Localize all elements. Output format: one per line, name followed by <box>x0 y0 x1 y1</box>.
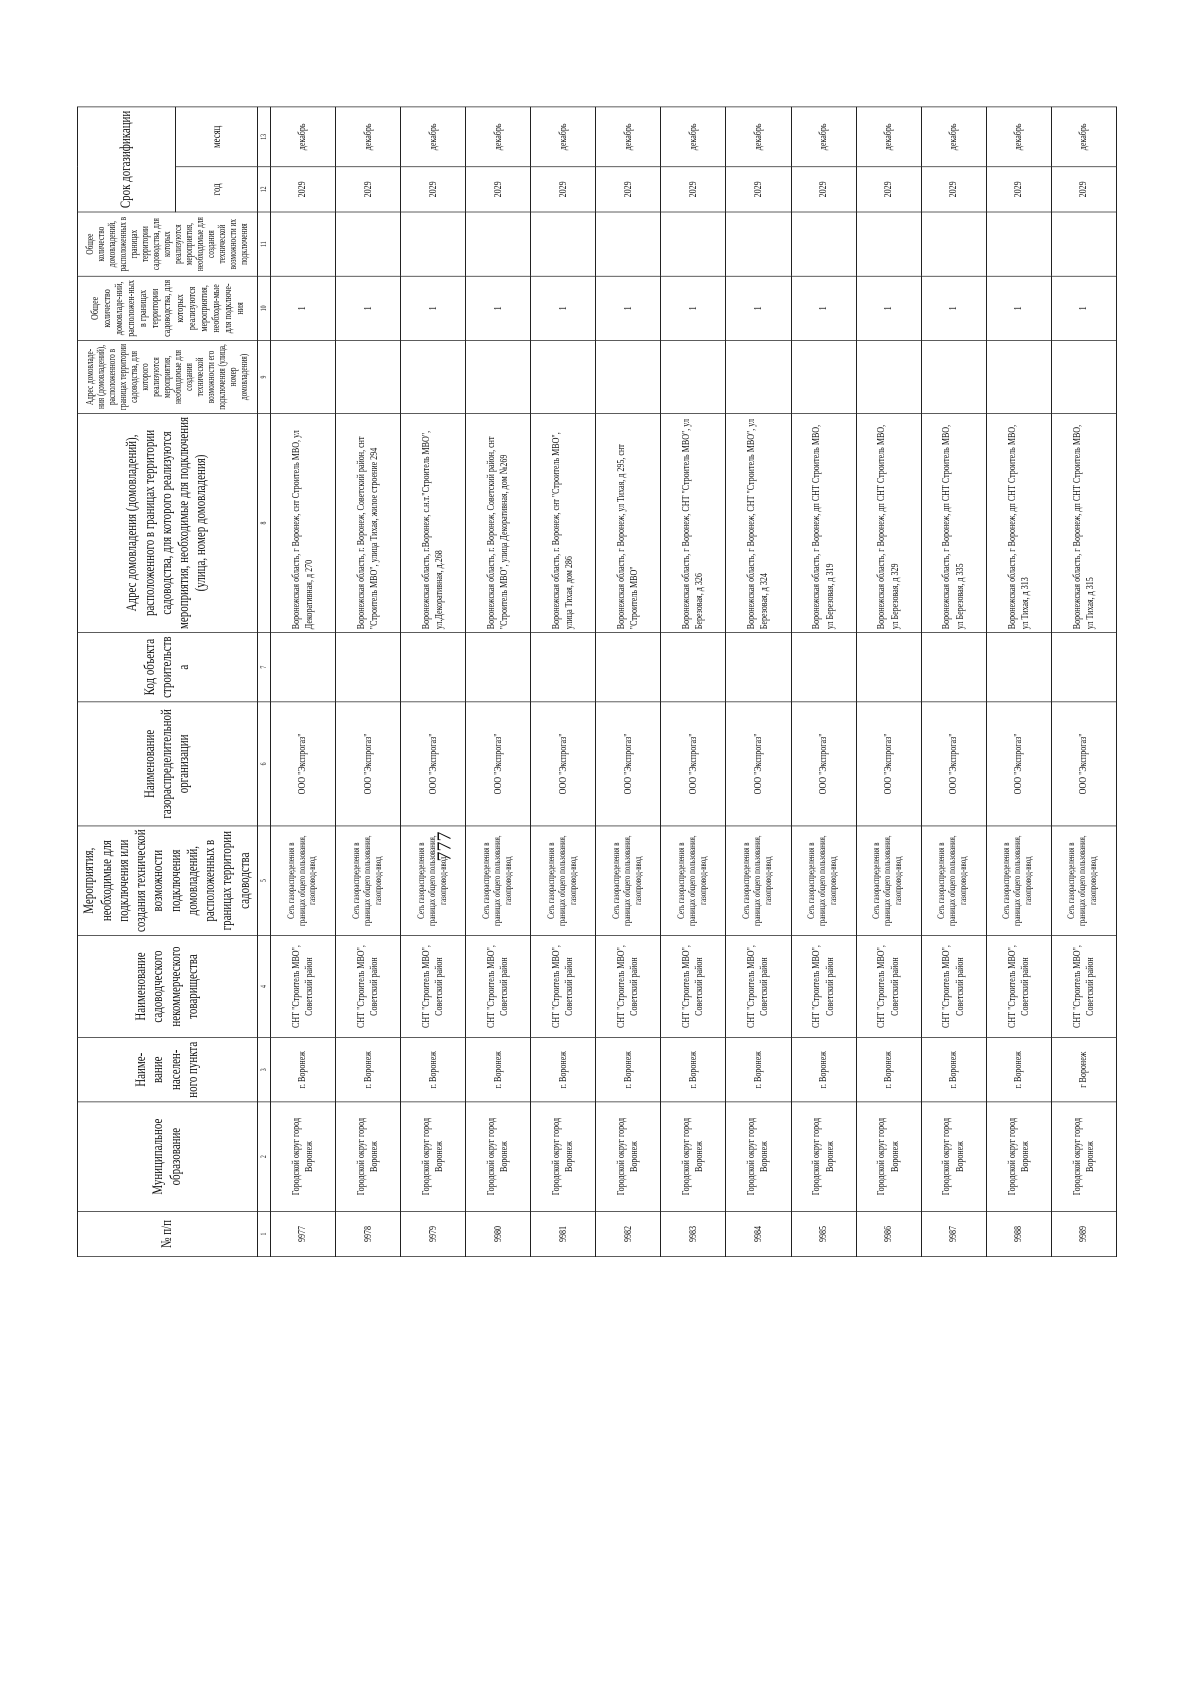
cell-num: 9986 <box>856 1211 921 1256</box>
cell-month: декабрь <box>856 107 921 167</box>
table-row <box>921 107 986 1257</box>
cell-snt: СНТ "Строитель МВО", Советский район <box>921 935 986 1037</box>
cell-count-connect: 1 <box>1051 276 1116 340</box>
cell-month: декабрь <box>791 107 856 167</box>
cell-address-alt <box>271 340 336 413</box>
header-settlement: Наиме-вание населен-ного пункта <box>78 1038 258 1102</box>
table-row <box>401 107 466 1257</box>
cell-count-tech <box>986 212 1051 276</box>
cell-code <box>661 632 726 701</box>
cell-address: Воронежская область, г Воронеж, дп СНТ Строитель МВО, ул Березовая, д 329 <box>856 413 921 632</box>
cell-count-connect: 1 <box>856 276 921 340</box>
cell-year: 2029 <box>336 167 401 212</box>
cell-year: 2029 <box>856 167 921 212</box>
cell-settlement: г. Воронеж <box>466 1038 531 1102</box>
cell-count-tech <box>336 212 401 276</box>
cell-year: 2029 <box>271 167 336 212</box>
column-number: 13 <box>258 107 271 167</box>
cell-count-tech <box>401 212 466 276</box>
column-number: 2 <box>258 1102 271 1212</box>
cell-month: декабрь <box>466 107 531 167</box>
cell-address: Воронежская область, г Воронеж, дп СНТ Строитель МВО, ул Тихая, д 313 <box>986 413 1051 632</box>
table-row <box>336 107 401 1257</box>
cell-settlement: г. Воронеж <box>271 1038 336 1102</box>
cell-snt: СНТ "Строитель МВО", Советский район <box>661 935 726 1037</box>
cell-gdo: ООО "Экспрогаз" <box>726 702 791 826</box>
cell-gdo: ООО "Экспрогаз" <box>531 702 596 826</box>
header-code: Код объекта строительства <box>78 632 258 701</box>
cell-count-tech <box>466 212 531 276</box>
column-number: 7 <box>258 632 271 701</box>
cell-address-alt <box>336 340 401 413</box>
cell-count-tech <box>921 212 986 276</box>
cell-address-alt <box>986 340 1051 413</box>
cell-measure: Сеть газораспределения в границах общего пользования, газопровод-ввод <box>466 826 531 936</box>
cell-count-connect: 1 <box>271 276 336 340</box>
cell-month: декабрь <box>531 107 596 167</box>
cell-snt: СНТ "Строитель МВО", Советский район <box>401 935 466 1037</box>
cell-code <box>596 632 661 701</box>
cell-num: 9981 <box>531 1211 596 1256</box>
cell-month: декабрь <box>1051 107 1116 167</box>
cell-month: декабрь <box>986 107 1051 167</box>
header-term: Срок догазификации <box>78 107 176 212</box>
cell-code <box>531 632 596 701</box>
cell-gdo: ООО "Экспрогаз" <box>791 702 856 826</box>
cell-settlement: г. Воронеж <box>856 1038 921 1102</box>
cell-municipality: Городской округ город Воронеж <box>596 1102 661 1212</box>
cell-address-alt <box>401 340 466 413</box>
cell-count-tech <box>726 212 791 276</box>
cell-settlement: г. Воронеж <box>531 1038 596 1102</box>
table-body <box>271 107 1117 1257</box>
header-count-connect: Общее количество домовладе-ний, расположен-ных в границах территории садоводства, для которых реализуются мероприятия, необходи-мые для подключе-ния <box>78 276 258 340</box>
cell-month: декабрь <box>401 107 466 167</box>
header-measures: Мероприятия, необходимые для подключения или создания технической возможности подключения домовладений, расположенных в границах территории садоводства <box>78 826 258 936</box>
cell-settlement: г. Воронеж <box>791 1038 856 1102</box>
cell-gdo: ООО "Экспрогаз" <box>401 702 466 826</box>
cell-code <box>856 632 921 701</box>
cell-num: 9989 <box>1051 1211 1116 1256</box>
cell-measure: Сеть газораспределения в границах общего пользования, газопровод-ввод <box>336 826 401 936</box>
cell-num: 9978 <box>336 1211 401 1256</box>
cell-address: Воронежская область, г Воронеж, дп СНТ Строитель МВО, ул Березовая, д 335 <box>921 413 986 632</box>
cell-address: Воронежская область, г Воронеж, СНТ "Строитель МВО", ул Березовая, д 324 <box>726 413 791 632</box>
cell-municipality: Городской округ город Воронеж <box>986 1102 1051 1212</box>
cell-code <box>921 632 986 701</box>
cell-measure: Сеть газораспределения в границах общего пользования, газопровод-ввод <box>856 826 921 936</box>
cell-code <box>466 632 531 701</box>
cell-year: 2029 <box>466 167 531 212</box>
cell-year: 2029 <box>726 167 791 212</box>
cell-code <box>271 632 336 701</box>
table-scaler <box>77 107 1117 1257</box>
cell-snt: СНТ "Строитель МВО", Советский район <box>856 935 921 1037</box>
cell-municipality: Городской округ город Воронеж <box>1051 1102 1116 1212</box>
cell-snt: СНТ "Строитель МВО", Советский район <box>726 935 791 1037</box>
cell-count-tech <box>596 212 661 276</box>
cell-code <box>791 632 856 701</box>
cell-count-connect: 1 <box>791 276 856 340</box>
cell-count-connect: 1 <box>921 276 986 340</box>
cell-count-tech <box>856 212 921 276</box>
cell-year: 2029 <box>986 167 1051 212</box>
cell-address-alt <box>596 340 661 413</box>
cell-code <box>986 632 1051 701</box>
cell-code <box>726 632 791 701</box>
cell-count-tech <box>661 212 726 276</box>
cell-measure: Сеть газораспределения в границах общего пользования, газопровод-ввод <box>531 826 596 936</box>
column-number: 12 <box>258 167 271 212</box>
cell-address: Воронежская область, г Воронеж, снт Строитель МВО, ул Декоративная, д 270 <box>271 413 336 632</box>
cell-count-tech <box>791 212 856 276</box>
cell-year: 2029 <box>1051 167 1116 212</box>
cell-num: 9987 <box>921 1211 986 1256</box>
cell-address-alt <box>726 340 791 413</box>
cell-year: 2029 <box>791 167 856 212</box>
cell-snt: СНТ "Строитель МВО", Советский район <box>986 935 1051 1037</box>
table-row <box>661 107 726 1257</box>
cell-gdo: ООО "Экспрогаз" <box>1051 702 1116 826</box>
cell-address: Воронежская область, г. Воронеж, Советский район, снт "Строитель МВО", улица Тихая, жилое строение 294 <box>336 413 401 632</box>
cell-gdo: ООО "Экспрогаз" <box>271 702 336 826</box>
cell-address-alt <box>1051 340 1116 413</box>
cell-num: 9984 <box>726 1211 791 1256</box>
table-row <box>466 107 531 1257</box>
table-row <box>791 107 856 1257</box>
cell-gdo: ООО "Экспрогаз" <box>986 702 1051 826</box>
table-row <box>726 107 791 1257</box>
cell-count-connect: 1 <box>531 276 596 340</box>
cell-address: Воронежская область, г.Воронеж, с.н.т."Строитель МВО", ул.Декоративная, д.268 <box>401 413 466 632</box>
cell-measure: Сеть газораспределения в границах общего пользования, газопровод-ввод <box>271 826 336 936</box>
cell-snt: СНТ "Строитель МВО", Советский район <box>466 935 531 1037</box>
cell-num: 9983 <box>661 1211 726 1256</box>
cell-measure: Сеть газораспределения в границах общего пользования, газопровод-ввод <box>661 826 726 936</box>
page-number: 777 <box>433 831 456 862</box>
header-address-main: Адрес домовладения (домовладений), расположенного в границах территории садоводства, для которого реализуются мероприятия, необходимые для подключения (улица, номер домовладения) <box>78 413 258 632</box>
cell-settlement: г. Воронеж <box>726 1038 791 1102</box>
cell-snt: СНТ "Строитель МВО", Советский район <box>791 935 856 1037</box>
cell-gdo: ООО "Экспрогаз" <box>596 702 661 826</box>
cell-num: 9985 <box>791 1211 856 1256</box>
cell-address: Воронежская область, г Воронеж, СНТ "Строитель МВО", ул Березовая, д 326 <box>661 413 726 632</box>
cell-code <box>336 632 401 701</box>
cell-gdo: ООО "Экспрогаз" <box>661 702 726 826</box>
table-row <box>531 107 596 1257</box>
cell-municipality: Городской округ город Воронеж <box>401 1102 466 1212</box>
cell-settlement: г. Воронеж <box>921 1038 986 1102</box>
header-snt: Наименование садоводческого некоммерческого товарищества <box>78 935 258 1037</box>
cell-municipality: Городской округ город Воронеж <box>271 1102 336 1212</box>
cell-settlement: г. Воронеж <box>401 1038 466 1102</box>
cell-settlement: г. Воронеж <box>661 1038 726 1102</box>
cell-year: 2029 <box>401 167 466 212</box>
table-row <box>856 107 921 1257</box>
column-number: 4 <box>258 935 271 1037</box>
cell-address: Воронежская область, г Воронеж, дп СНТ Строитель МВО, ул Тихая, д 315 <box>1051 413 1116 632</box>
cell-address-alt <box>856 340 921 413</box>
cell-address-alt <box>921 340 986 413</box>
cell-municipality: Городской округ город Воронеж <box>531 1102 596 1212</box>
column-number: 1 <box>258 1211 271 1256</box>
header-address-alt: Адрес домовладе-ния (домовладений), расположенного в границах территории садоводства, для которого реализуются мероприятия, необходимые для создания технической возможности его подключения (улица, номер домовладения) <box>78 340 258 413</box>
cell-year: 2029 <box>596 167 661 212</box>
cell-measure: Сеть газораспределения в границах общего пользования, газопровод-ввод <box>401 826 466 936</box>
cell-address: Воронежская область, г. Воронеж, снт "Строитель МВО", улица Тихая, дом 286 <box>531 413 596 632</box>
cell-count-connect: 1 <box>401 276 466 340</box>
cell-count-connect: 1 <box>466 276 531 340</box>
cell-gdo: ООО "Экспрогаз" <box>466 702 531 826</box>
column-numbers-row <box>258 107 271 1257</box>
cell-num: 9979 <box>401 1211 466 1256</box>
cell-gdo: ООО "Экспрогаз" <box>336 702 401 826</box>
header-gdo: Наименование газораспределительной организации <box>78 702 258 826</box>
column-number: 8 <box>258 413 271 632</box>
table-row <box>271 107 336 1257</box>
cell-month: декабрь <box>336 107 401 167</box>
table-row <box>1051 107 1116 1257</box>
cell-snt: СНТ "Строитель МВО", Советский район <box>271 935 336 1037</box>
cell-month: декабрь <box>921 107 986 167</box>
column-number: 6 <box>258 702 271 826</box>
cell-num: 9977 <box>271 1211 336 1256</box>
cell-address: Воронежская область, г Воронеж, дп СНТ Строитель МВО, ул Березовая, д 319 <box>791 413 856 632</box>
column-number: 11 <box>258 212 271 276</box>
cell-snt: СНТ "Строитель МВО", Советский район <box>336 935 401 1037</box>
cell-year: 2029 <box>531 167 596 212</box>
cell-address: Воронежская область, г. Воронеж, Советский район, снт "Строитель МВО", улица Декоративная, дом №269 <box>466 413 531 632</box>
cell-municipality: Городской округ город Воронеж <box>466 1102 531 1212</box>
table-row <box>986 107 1051 1257</box>
cell-gdo: ООО "Экспрогаз" <box>921 702 986 826</box>
cell-count-tech <box>1051 212 1116 276</box>
header-year: год <box>176 167 258 212</box>
cell-count-tech <box>271 212 336 276</box>
cell-municipality: Городской округ город Воронеж <box>921 1102 986 1212</box>
table-row <box>596 107 661 1257</box>
cell-municipality: Городской округ город Воронеж <box>791 1102 856 1212</box>
cell-settlement: г. Воронеж <box>596 1038 661 1102</box>
cell-address-alt <box>661 340 726 413</box>
cell-measure: Сеть газораспределения в границах общего пользования, газопровод-ввод <box>1051 826 1116 936</box>
cell-count-connect: 1 <box>726 276 791 340</box>
cell-settlement: г. Воронеж <box>986 1038 1051 1102</box>
header-num: № п/п <box>78 1211 258 1256</box>
cell-month: декабрь <box>726 107 791 167</box>
cell-count-tech <box>531 212 596 276</box>
cell-snt: СНТ "Строитель МВО", Советский район <box>531 935 596 1037</box>
column-number: 5 <box>258 826 271 936</box>
cell-count-connect: 1 <box>336 276 401 340</box>
cell-month: декабрь <box>661 107 726 167</box>
cell-year: 2029 <box>661 167 726 212</box>
column-number: 10 <box>258 276 271 340</box>
cell-municipality: Городской округ город Воронеж <box>726 1102 791 1212</box>
cell-gdo: ООО "Экспрогаз" <box>856 702 921 826</box>
cell-measure: Сеть газораспределения в границах общего пользования, газопровод-ввод <box>986 826 1051 936</box>
cell-code <box>401 632 466 701</box>
cell-measure: Сеть газораспределения в границах общего пользования, газопровод-ввод <box>791 826 856 936</box>
cell-month: декабрь <box>596 107 661 167</box>
cell-municipality: Городской округ город Воронеж <box>856 1102 921 1212</box>
cell-count-connect: 1 <box>661 276 726 340</box>
cell-measure: Сеть газораспределения в границах общего пользования, газопровод-ввод <box>596 826 661 936</box>
cell-snt: СНТ "Строитель МВО", Советский район <box>1051 935 1116 1037</box>
cell-measure: Сеть газораспределения в границах общего пользования, газопровод-ввод <box>726 826 791 936</box>
header-count-tech: Общее количество домовладений, расположенных в границах территории садоводства, для которых реализуются мероприятия, необходимые для создания технической возможности их подключения <box>78 212 258 276</box>
column-number: 9 <box>258 340 271 413</box>
cell-municipality: Городской округ город Воронеж <box>336 1102 401 1212</box>
cell-measure: Сеть газораспределения в границах общего пользования, газопровод-ввод <box>921 826 986 936</box>
cell-address: Воронежская область, г Воронеж, ул Тихая, д 295, снт "Строитель МВО" <box>596 413 661 632</box>
cell-year: 2029 <box>921 167 986 212</box>
column-number: 3 <box>258 1038 271 1102</box>
cell-count-connect: 1 <box>596 276 661 340</box>
gasification-table <box>77 107 1117 1257</box>
header-municipality: Муниципальное образование <box>78 1102 258 1212</box>
cell-address-alt <box>791 340 856 413</box>
rotated-table-wrapper <box>77 107 1117 1257</box>
cell-num: 9982 <box>596 1211 661 1256</box>
header-month: месяц <box>176 107 258 167</box>
cell-num: 9980 <box>466 1211 531 1256</box>
cell-municipality: Городской округ город Воронеж <box>661 1102 726 1212</box>
cell-num: 9988 <box>986 1211 1051 1256</box>
cell-count-connect: 1 <box>986 276 1051 340</box>
cell-month: декабрь <box>271 107 336 167</box>
cell-snt: СНТ "Строитель МВО", Советский район <box>596 935 661 1037</box>
cell-code <box>1051 632 1116 701</box>
cell-settlement: г. Воронеж <box>336 1038 401 1102</box>
cell-address-alt <box>531 340 596 413</box>
cell-settlement: г Воронеж <box>1051 1038 1116 1102</box>
cell-address-alt <box>466 340 531 413</box>
